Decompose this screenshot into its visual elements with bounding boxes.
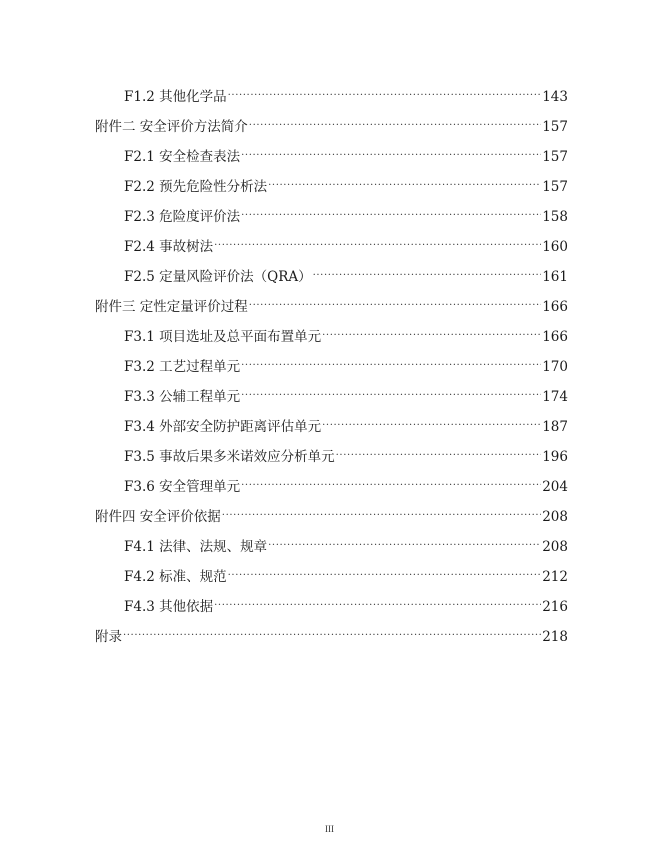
toc-leader-dots — [336, 443, 542, 461]
toc-leader-dots — [249, 113, 541, 131]
toc-entry-title: F3.2 工艺过程单元 — [124, 359, 241, 375]
toc-entry[interactable] — [124, 143, 568, 166]
toc-entry[interactable] — [124, 473, 568, 496]
toc-entry[interactable] — [124, 323, 568, 346]
toc-leader-dots — [268, 533, 541, 551]
toc-leader-dots — [241, 473, 541, 491]
toc-entry-page: 208 — [542, 539, 568, 555]
page-number: III — [325, 824, 334, 834]
toc-entry-title: F2.1 安全检查表法 — [124, 149, 241, 165]
toc-entry[interactable] — [124, 83, 568, 106]
toc-entry[interactable] — [124, 383, 568, 406]
toc-entry-page: 208 — [542, 509, 568, 525]
toc-entry-page: 157 — [542, 119, 568, 135]
toc-entry[interactable] — [95, 293, 568, 316]
toc-entry-title: F2.5 定量风险评价法（QRA） — [124, 269, 312, 285]
toc-entry-page: 187 — [542, 419, 568, 435]
toc-entry[interactable] — [124, 353, 568, 376]
toc-entry-title: 附录 — [95, 629, 122, 645]
toc-entry-title: F3.4 外部安全防护距离评估单元 — [124, 419, 322, 435]
toc-leader-dots — [123, 623, 541, 641]
toc-entry-title: F4.2 标准、规范 — [124, 569, 227, 585]
toc-entry[interactable] — [124, 533, 568, 556]
toc-entry-page: 174 — [542, 389, 568, 405]
toc-entry-title: F3.3 公辅工程单元 — [124, 389, 241, 405]
toc-entry-title: F4.1 法律、法规、规章 — [124, 539, 268, 555]
toc-entry[interactable] — [124, 593, 568, 616]
toc-entry-page: 158 — [542, 209, 568, 225]
toc-entry-title: 附件二 安全评价方法简介 — [95, 119, 248, 135]
toc-entry-page: 216 — [542, 599, 568, 615]
toc-leader-dots — [268, 173, 541, 191]
toc-leader-dots — [222, 503, 541, 521]
toc-entry-page: 196 — [542, 449, 568, 465]
toc-leader-dots — [241, 203, 541, 221]
toc-leader-dots — [322, 413, 541, 431]
toc-entry-title: 附件三 定性定量评价过程 — [95, 299, 248, 315]
toc-entry-page: 161 — [542, 269, 568, 285]
toc-entry-title: F3.6 安全管理单元 — [124, 479, 241, 495]
toc-entry-title: F3.1 项目选址及总平面布置单元 — [124, 329, 322, 345]
toc-leader-dots — [214, 233, 541, 251]
toc-entry-page: 157 — [542, 149, 568, 165]
toc-entry[interactable] — [124, 443, 568, 466]
toc-entry-title: F1.2 其他化学品 — [124, 89, 227, 105]
toc-entry[interactable] — [124, 233, 568, 256]
toc-leader-dots — [313, 263, 542, 281]
toc-entry-page: 170 — [542, 359, 568, 375]
toc-leader-dots — [249, 293, 541, 311]
toc-leader-dots — [228, 563, 542, 581]
toc-entry-title: F2.4 事故树法 — [124, 239, 214, 255]
toc-entry[interactable] — [124, 263, 568, 286]
toc-entry-page: 204 — [542, 479, 568, 495]
toc-entry-page: 212 — [542, 569, 568, 585]
toc-leader-dots — [241, 383, 541, 401]
toc-leader-dots — [241, 353, 541, 371]
toc-entry-page: 218 — [542, 629, 568, 645]
toc-entry[interactable] — [124, 413, 568, 436]
toc-entry-title: F2.3 危险度评价法 — [124, 209, 241, 225]
toc-entry-page: 157 — [542, 179, 568, 195]
toc-entry[interactable] — [95, 623, 568, 646]
toc-entry[interactable] — [95, 503, 568, 526]
toc-leader-dots — [322, 323, 541, 341]
toc-entry[interactable] — [95, 113, 568, 136]
toc-leader-dots — [228, 83, 542, 101]
toc-entry-page: 166 — [542, 329, 568, 345]
toc-leader-dots — [214, 593, 541, 611]
toc-entry[interactable] — [124, 203, 568, 226]
toc-entry-title: F3.5 事故后果多米诺效应分析单元 — [124, 449, 335, 465]
toc-entry-page: 166 — [542, 299, 568, 315]
toc-entry-page: 143 — [542, 89, 568, 105]
toc-entry-title: 附件四 安全评价依据 — [95, 509, 221, 525]
toc-entry[interactable] — [124, 563, 568, 586]
toc-entry-title: F2.2 预先危险性分析法 — [124, 179, 268, 195]
toc-entry-title: F4.3 其他依据 — [124, 599, 214, 615]
toc-entry[interactable] — [124, 173, 568, 196]
toc-leader-dots — [241, 143, 541, 161]
toc-entry-page: 160 — [542, 239, 568, 255]
